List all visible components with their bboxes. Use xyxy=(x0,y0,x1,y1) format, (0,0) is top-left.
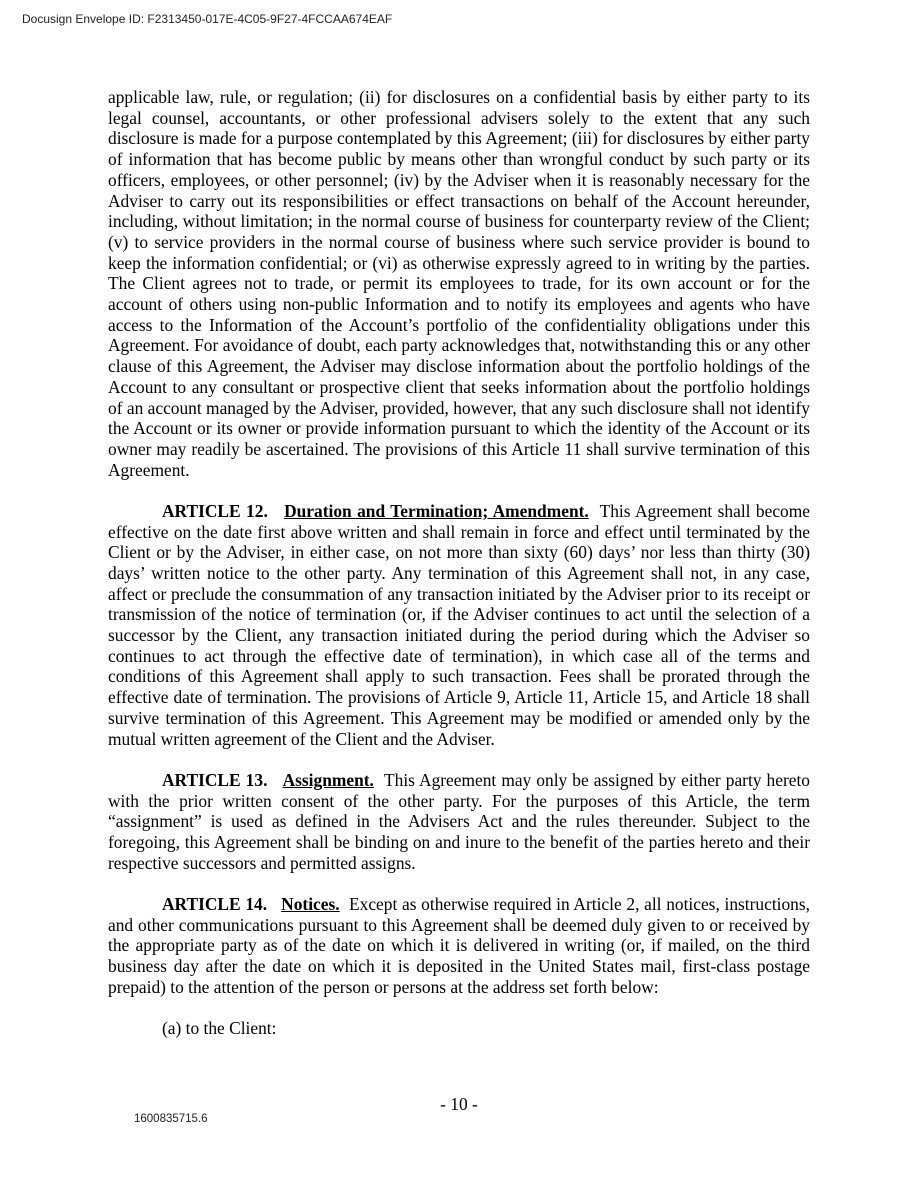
article-14-body: Except as otherwise required in Article 2, all notices, instructions, and other communications pursuant to this Agreement shall be deemed duly given to or received by the appropriate party as of the date on which it is delivered in writing (or, if mailed, on the third business day after the date on which it is deposited in the United States mail, first-class postage prepaid) to the attention of the person or persons at the address set forth below: xyxy=(108,893,810,997)
article-14-title: Notices. xyxy=(281,893,340,914)
article-14 xyxy=(108,894,810,998)
article-13-label: ARTICLE 13. xyxy=(162,769,268,790)
page-number: - 10 - xyxy=(440,1094,478,1114)
article-12-label: ARTICLE 12. xyxy=(162,500,268,521)
client-address-heading: (a) to the Client: xyxy=(162,1017,277,1038)
article-12-body: This Agreement shall become effective on the date first above written and shall remain in force and effect until terminated by the Client or by the Adviser, in either case, on not more than sixty (60) days’ nor less than thirty (30) days’ written notice to the other party. Any termination of this Agreement shall not, in any case, affect or preclude the consummation of any transaction initiated by the Adviser prior to its receipt or transmission of the notice of termination (or, if the Adviser continues to act until the selection of a successor by the Client, any transaction initiated during the period during which the Adviser so continues to act through the effective date of termination), in which case all of the terms and conditions of this Agreement shall apply to such transaction. Fees shall be prorated through the effective date of termination. The provisions of Article 9, Article 11, Article 15, and Article 18 shall survive termination of this Agreement. This Agreement may be modified or amended only by the mutual written agreement of the Client and the Adviser. xyxy=(108,500,810,749)
article-13 xyxy=(108,770,810,874)
article-12 xyxy=(108,501,810,749)
article-14-label: ARTICLE 14. xyxy=(162,893,268,914)
document-number: 1600835715.6 xyxy=(134,1113,208,1125)
article-13-body: This Agreement may only be assigned by either party hereto with the prior written consent of the other party. For the purposes of this Article, the term “assignment” is used as defined in the Advisers Act and the rules thereunder. Subject to the foregoing, this Agreement shall be binding on and inure to the benefit of the parties hereto and their respective successors and permitted assigns. xyxy=(108,769,810,873)
document-body xyxy=(108,87,810,1039)
article-13-title: Assignment. xyxy=(282,769,374,790)
article-12-title: Duration and Termination; Amendment. xyxy=(284,500,589,521)
docusign-envelope-id: Docusign Envelope ID: F2313450-017E-4C05-9F27-4FCCAA674EAF xyxy=(22,12,393,26)
article-11-continuation: applicable law, rule, or regulation; (ii) for disclosures on a confidential basis by either party to its legal counsel, accountants, or other professional advisers solely to the extent that any such disclosure is made for a purpose contemplated by this Agreement; (iii) for disclosures by either party of information that has become public by means other than wrongful conduct by such party or its officers, employees, or other personnel; (iv) by the Adviser when it is reasonably necessary for the Adviser to carry out its responsibilities or effect transactions on behalf of the Account hereunder, including, without limitation; in the normal course of business for counterparty review of the Client; (v) to service providers in the normal course of business where such service provider is bound to keep the information confidential; or (vi) as otherwise expressly agreed to in writing by the parties. The Client agrees not to trade, or permit its employees to trade, for its own account or for the account of others using non-public Information and to notify its employees and agents who have access to the Information of the Account’s portfolio of the confidentiality obligations under this Agreement. For avoidance of doubt, each party acknowledges that, notwithstanding this or any other clause of this Agreement, the Adviser may disclose information about the portfolio holdings of the Account to any consultant or prospective client that seeks information about the portfolio holdings of an account managed by the Adviser, provided, however, that any such disclosure shall not identify the Account or its owner or provide information pursuant to which the identity of the Account or its owner may readily be ascertained. The provisions of this Article 11 shall survive termination of this Agreement. xyxy=(108,87,810,480)
